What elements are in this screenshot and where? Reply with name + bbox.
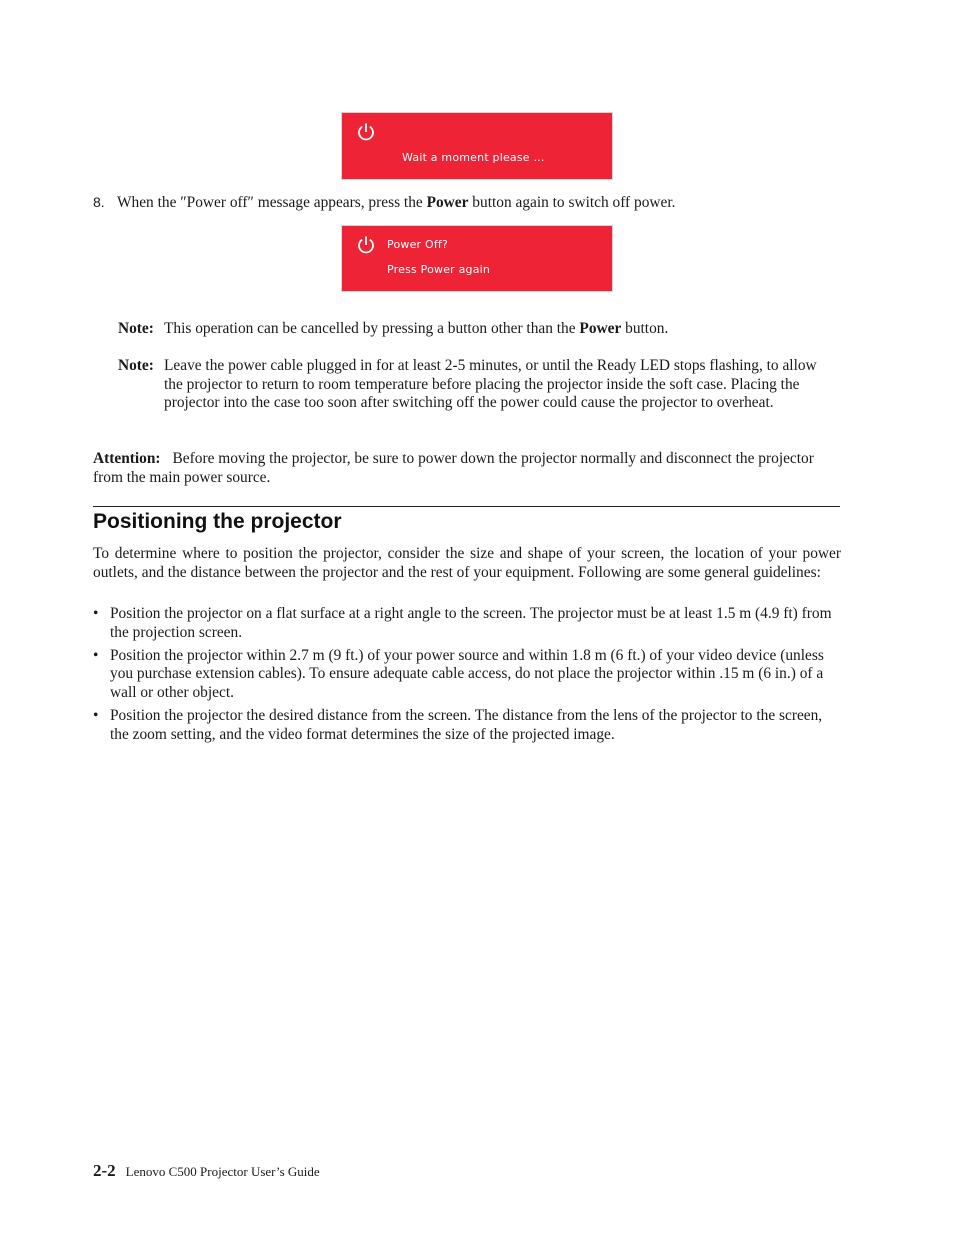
note-cooldown: [118, 357, 823, 413]
note-label: Note:: [118, 320, 154, 337]
bullet-marker: •: [93, 605, 99, 622]
note-text-before: This operation can be cancelled by pressing a button other than the: [164, 320, 580, 337]
section-divider: [93, 506, 840, 507]
step-8: [93, 193, 843, 213]
note-bold-power: Power: [579, 320, 622, 337]
power-icon: [356, 122, 376, 142]
power-icon: [356, 235, 376, 255]
list-item: [93, 605, 833, 642]
step-text-after: button again to switch off power.: [468, 194, 676, 211]
step-bold-power: Power: [426, 194, 469, 211]
note-cancel: [118, 320, 823, 339]
step-text-before: When the ″Power off″ message appears, press the: [117, 194, 427, 211]
step-number: 8.: [93, 194, 105, 210]
list-item-text: Position the projector within 2.7 m (9 ft.) of your power source and within 1.8 m (6 ft.) of your video device (unless you purchase extension cables). To ensure adequate cable access, do not place the projector within .15 m (6 in.) of a wall or other object.: [110, 646, 824, 701]
list-item: [93, 647, 833, 703]
bullet-marker: •: [93, 706, 99, 724]
attention-text: Before moving the projector, be sure to power down the projector normally and disconnect the projector from the main power source.: [93, 450, 814, 486]
osd-power-off-hint: Press Power again: [387, 263, 491, 276]
list-item-text: Position the projector the desired distance from the screen. The distance from the lens of the projector to the screen, the zoom setting, and the video format determines the size of the projected image.: [110, 706, 823, 743]
section-intro: To determine where to position the projector, consider the size and shape of your screen, the location of your power outlets, and the distance between the projector and the rest of your equipment. Following are some general guidelines:: [93, 545, 841, 581]
osd-power-off-title: Power Off?: [387, 238, 448, 251]
note-text: Leave the power cable plugged in for at least 2-5 minutes, or until the Ready LED stops flashing, to allow the projector to return to room temperature before placing the projector inside the soft case. Placing the projector into the case too soon after switching off the power could cause the projector to overheat.: [164, 357, 817, 412]
page-footer: [93, 1162, 320, 1182]
footer-title: Lenovo C500 Projector User’s Guide: [125, 1164, 320, 1179]
note-text-after: button.: [621, 320, 669, 337]
osd-wait-screen: [342, 113, 612, 179]
guidelines-list: [93, 605, 833, 749]
note-text: [164, 320, 823, 339]
section-heading: Positioning the projector: [93, 510, 342, 533]
list-item: [93, 707, 833, 744]
attention-label: Attention:: [93, 450, 161, 467]
bullet-marker: •: [93, 646, 99, 664]
attention-block: [93, 450, 828, 487]
page-number: 2-2: [93, 1161, 116, 1180]
osd-power-off-screen: [342, 226, 612, 291]
osd-wait-text: Wait a moment please ...: [402, 151, 545, 164]
list-item-text: Position the projector on a flat surface at a right angle to the screen. The projector must be at least 1.5 m (4.9 ft) from the projection screen.: [110, 605, 832, 641]
note-label: Note:: [118, 357, 154, 374]
